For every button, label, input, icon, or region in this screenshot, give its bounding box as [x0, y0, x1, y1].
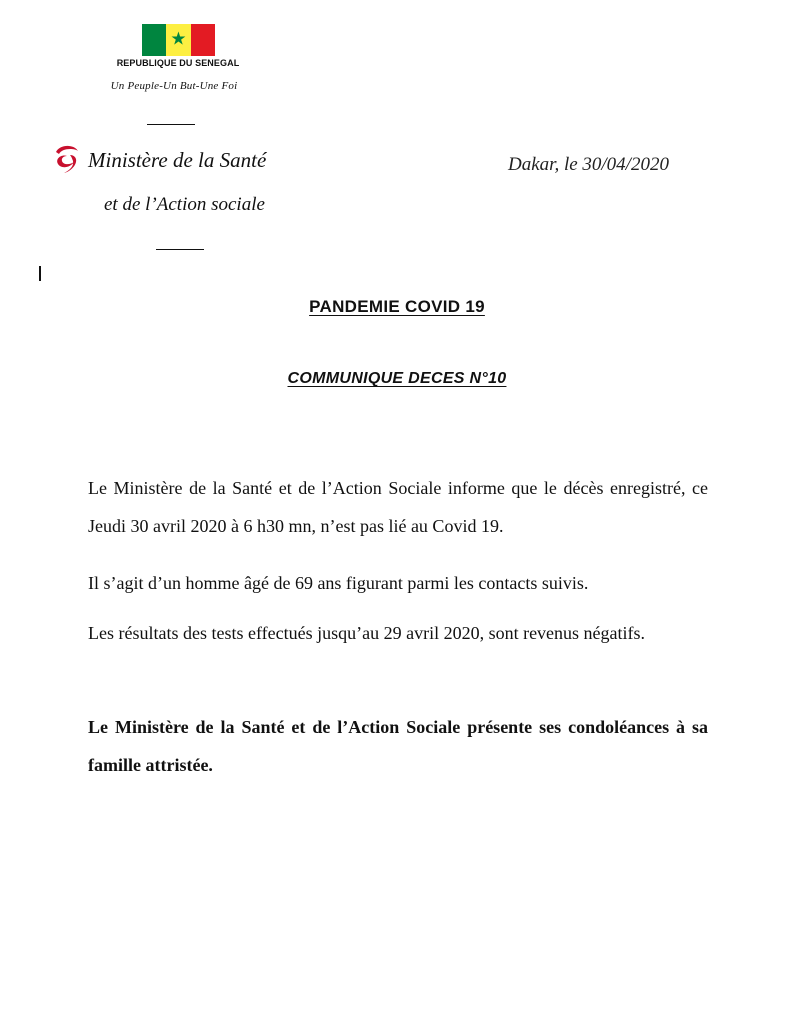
- senegal-flag: [142, 24, 215, 56]
- paragraph-announcement: Le Ministère de la Santé et de l’Action Sociale informe que le décès enregistré, ce Jeudi 30 avril 2020 à 6 h30 mn, n’est pas lié au Covid 19.: [88, 478, 708, 536]
- paragraph-test-results: Les résultats des tests effectués jusqu’au 29 avril 2020, sont revenus négatifs.: [88, 623, 646, 643]
- ministry-name-line2: et de l’Action sociale: [104, 194, 265, 215]
- national-motto: Un Peuple-Un But-Une Foi: [110, 80, 238, 92]
- country-name: REPUBLIQUE DU SENEGAL: [116, 58, 240, 68]
- document-subtitle-text: COMMUNIQUE DECES N°10: [287, 370, 507, 387]
- document-subtitle: [0, 370, 794, 388]
- document-title: [0, 297, 794, 317]
- ministry-logo-icon: [50, 142, 84, 176]
- divider: [147, 124, 195, 125]
- document-title-text: PANDEMIE COVID 19: [309, 297, 485, 316]
- flag-band-red: [191, 24, 215, 56]
- paragraph-identity: Il s’agit d’un homme âgé de 69 ans figurant parmi les contacts suivis.: [88, 573, 589, 593]
- document-date: Dakar, le 30/04/2020: [508, 154, 669, 175]
- flag-band-green: [142, 24, 166, 56]
- ministry-name-line1: Ministère de la Santé: [88, 148, 267, 172]
- text-cursor: [39, 266, 41, 281]
- star-icon: ★: [170, 28, 187, 50]
- divider: [156, 249, 204, 250]
- paragraph-condolences: Le Ministère de la Santé et de l’Action Sociale présente ses condoléances à sa famille attristée.: [88, 717, 708, 775]
